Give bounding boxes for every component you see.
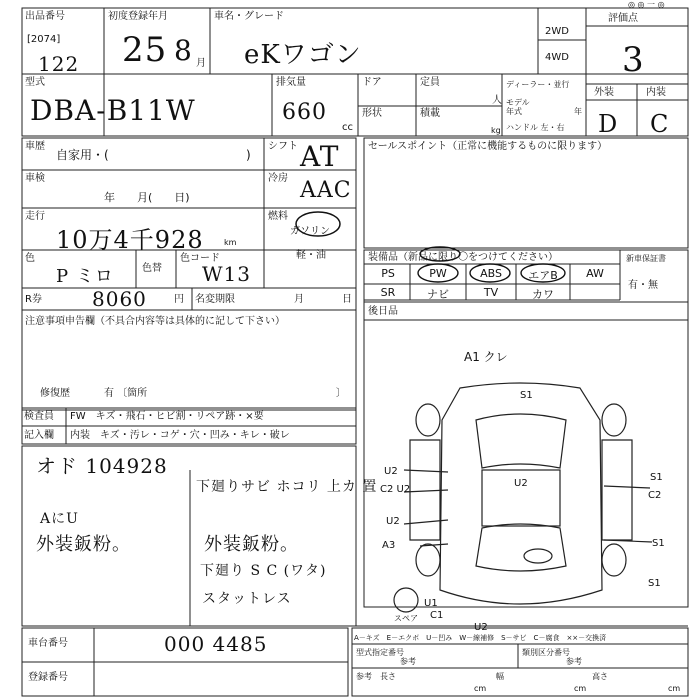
chassis-value: 000 4485 [164, 632, 268, 656]
shift-value: AT [300, 140, 340, 173]
reg-month-unit: 月 [196, 58, 206, 69]
capacity-label: 定員 [420, 77, 440, 88]
warranty-label: 新車保証書 [626, 254, 666, 263]
load-label: 積載 [420, 108, 440, 119]
equip-sr: SR [380, 286, 396, 299]
door-label: ドア [362, 77, 382, 88]
length-label: 長さ [380, 672, 396, 681]
color-label: 色 [25, 253, 35, 264]
mark-s1-top: S1 [520, 390, 533, 401]
type-spec-ref: 参考 [400, 657, 416, 666]
class-label: 類別区分番号 [522, 648, 570, 657]
checklist-row2: 内装 キズ・汚レ・コゲ・穴・凹み・キレ・破レ [70, 430, 290, 441]
fuel-options-a: ガソリン [290, 226, 330, 237]
stud-note: スタットレス [202, 591, 292, 607]
mark-a1: A1 クレ [464, 350, 508, 364]
cc-unit: cc [342, 122, 353, 133]
mark-s1-right1: S1 [650, 472, 663, 483]
color-change-label: 色替 [142, 263, 162, 274]
interior-label: 内装 [646, 87, 666, 98]
mileage-unit: km [224, 238, 237, 247]
reg-month: 8 [174, 34, 193, 67]
cc-label: 排気量 [276, 77, 306, 88]
recycle-value: 8060 [92, 287, 147, 311]
notes-title: 注意事項申告欄（不具合内容等は具体的に記して下さい） [25, 316, 285, 327]
equip-ps: PS [381, 267, 395, 280]
expiry-day: 日 [342, 294, 352, 305]
equip-aw: AW [586, 267, 604, 280]
remark-note: 下廻りサビ ホコリ 上カ 置 [196, 479, 378, 495]
reg-value: 25 [122, 30, 168, 70]
capacity-unit: 人 [492, 95, 502, 106]
repair-label: 修復歴 [40, 388, 70, 399]
exterior-note-1: 外装鈑粉。 [36, 534, 131, 555]
inspection-label: 車検 [25, 173, 45, 184]
checklist-label1: 検査員 [24, 411, 54, 422]
type-value: DBA-B11W [30, 94, 196, 127]
color-value: P ミロ [56, 266, 114, 287]
mark-u2-bottom: U2 [474, 622, 488, 633]
recycle-label: R券 [25, 294, 42, 305]
equip-airbag: エアB [528, 269, 558, 282]
score-label: 評価点 [608, 13, 638, 24]
mark-a3: A3 [382, 540, 396, 551]
color-code-label: 色コード [180, 253, 220, 264]
after-label: 後日品 [368, 306, 398, 317]
ac-value: AAC [300, 178, 352, 203]
mark-c2-u2: C2 U2 [380, 484, 411, 495]
mark-c2-right: C2 [648, 490, 662, 501]
reg-label: 初度登録年月 [108, 11, 168, 22]
mark-u2-a: U2 [384, 466, 398, 477]
mark-s1-right3: S1 [648, 578, 661, 589]
class-ref: 参考 [566, 657, 582, 666]
shift-label: シフト [268, 141, 298, 152]
score-value: 3 [622, 40, 645, 80]
cc-value: 660 [282, 100, 327, 125]
mark-c1: C1 [430, 610, 444, 621]
history-close: ) [246, 148, 251, 162]
year-unit: 年 [574, 107, 582, 116]
shape-label: 形状 [362, 108, 382, 119]
interior-grade: C [650, 110, 670, 138]
history-label: 車歴 [25, 141, 45, 152]
lot-sub: [2074] [27, 34, 61, 45]
equip-pw: PW [429, 267, 447, 280]
load-unit: kg [491, 126, 501, 135]
odo-note: オド 104928 [36, 454, 168, 478]
recycle-unit: 円 [174, 294, 184, 305]
height-label: 高さ [592, 672, 608, 681]
fuel-options-b: 軽・油 [296, 250, 326, 261]
warranty-value: 有・無 [628, 280, 658, 291]
mileage-value: 10万4千928 [56, 226, 204, 254]
equipment-title: 装備品（新品に限り〇をつけてください） [368, 252, 558, 263]
ac-label: 冷房 [268, 173, 288, 184]
name-label: 車名・グレード [214, 11, 284, 22]
mark-s1-right2: S1 [652, 538, 665, 549]
chassis-label: 車台番号 [28, 638, 68, 649]
type-spec-label: 型式指定番号 [356, 648, 404, 657]
expiry-month: 月 [294, 294, 304, 305]
inspection-text: 年 月( 日) [104, 191, 190, 204]
ref-label: 参考 [356, 672, 372, 681]
exterior-label: 外装 [594, 87, 614, 98]
reg-no-label: 登録番号 [28, 672, 68, 683]
width-cm: cm [574, 684, 587, 693]
equip-tv: TV [483, 286, 499, 299]
height-cm: cm [668, 684, 681, 693]
equip-navi: ナビ [427, 288, 449, 301]
lot-number: 122 [38, 52, 80, 76]
checklist-label2: 記入欄 [24, 430, 54, 441]
spare-label: スペア [394, 614, 418, 623]
top-corner: ◎ ◎ 一 ◎ [628, 0, 665, 9]
dealer: ディーラー・並行 [506, 80, 570, 89]
type-label: 型式 [25, 77, 45, 88]
length-cm: cm [474, 684, 487, 693]
drive-4wd: 4WD [545, 52, 569, 63]
lot-label: 出品番号 [25, 11, 65, 22]
ac-note: AにU [40, 511, 79, 527]
width-label: 幅 [496, 672, 504, 681]
mark-u2-center: U2 [514, 478, 528, 489]
mileage-label: 走行 [25, 211, 45, 222]
legend: A－キズ E－エクボ U－凹み W－線補修 S－サビ C－腐食 ××－交換済 [354, 634, 607, 642]
repair-close: 〕 [336, 388, 346, 399]
checklist-row1: FW キズ・飛石・ヒビ割・リペア跡・×要 [70, 411, 264, 422]
under-note: 下廻り S C (ワタ) [200, 563, 327, 579]
model-label-a: モデル [506, 98, 530, 107]
color-code-value: W13 [202, 262, 252, 286]
mark-u1: U1 [424, 598, 438, 609]
equip-leather: カワ [532, 288, 554, 301]
drive-2wd: 2WD [545, 26, 569, 37]
model-label-b: 年式 [506, 107, 522, 116]
sales-title: セールスポイント（正常に機能するものに限ります） [368, 141, 608, 152]
exterior-note-2: 外装鈑粉。 [204, 534, 299, 555]
fuel-label: 燃料 [268, 211, 288, 222]
name-value: eKワゴン [244, 40, 362, 70]
expiry-label: 名変期限 [195, 294, 235, 305]
history-options: 自家用・( [56, 148, 109, 162]
repair-value: 有 〔箇所 [104, 388, 148, 399]
handle: ハンドル 左・右 [506, 123, 565, 132]
mark-u2-b: U2 [386, 516, 400, 527]
equip-abs: ABS [480, 267, 502, 280]
exterior-grade: D [598, 110, 619, 138]
